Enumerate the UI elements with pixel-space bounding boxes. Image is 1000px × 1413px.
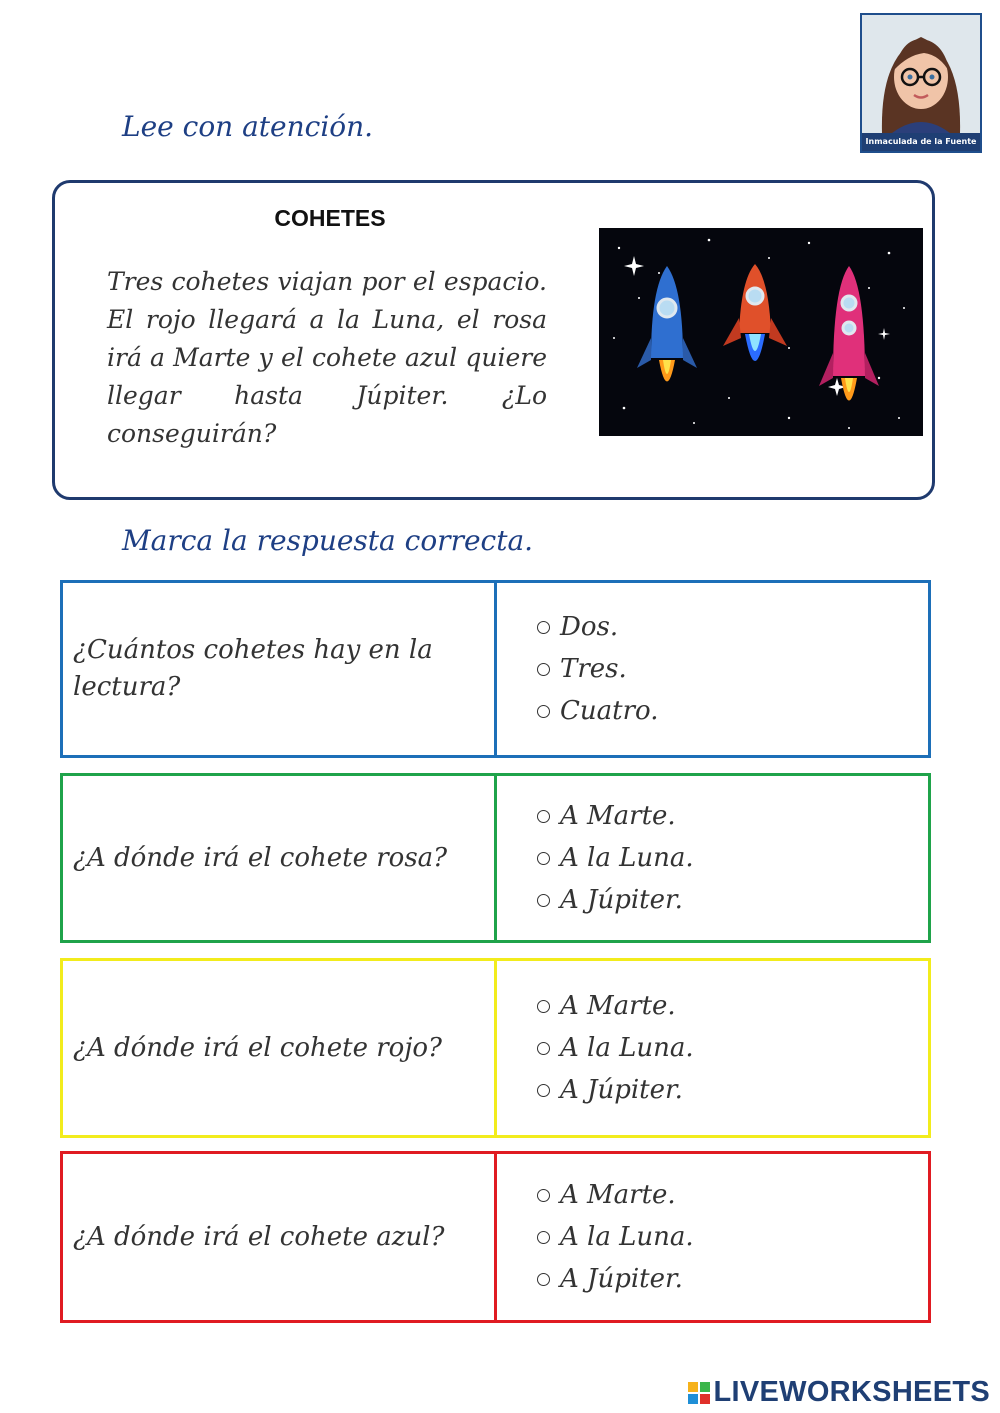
brand-name: LIVEWORKSHEETS xyxy=(713,1376,990,1408)
option-label: A la Luna. xyxy=(560,843,694,873)
question-row-3 xyxy=(60,958,931,1138)
instruction-mark: Marca la respuesta correcta. xyxy=(122,524,534,557)
answer-option[interactable] xyxy=(537,1027,928,1069)
answer-option[interactable] xyxy=(537,606,928,648)
radio-circle-icon[interactable] xyxy=(537,1189,550,1202)
radio-circle-icon[interactable] xyxy=(537,852,550,865)
option-label: A la Luna. xyxy=(560,1222,694,1252)
question-text: ¿A dónde irá el cohete rojo? xyxy=(63,961,497,1135)
radio-circle-icon[interactable] xyxy=(537,1084,550,1097)
option-label: A Marte. xyxy=(560,991,676,1021)
question-row-4 xyxy=(60,1151,931,1323)
reading-text: Tres cohetes viajan por el espacio. El rojo llegará a la Luna, el rosa irá a Marte y el cohete azul quiere llegar hasta Júpiter. ¿Lo conseguirán? xyxy=(107,267,547,448)
radio-circle-icon[interactable] xyxy=(537,621,550,634)
answer-option[interactable] xyxy=(537,690,928,732)
radio-circle-icon[interactable] xyxy=(537,705,550,718)
answer-option[interactable] xyxy=(537,648,928,690)
author-avatar xyxy=(860,13,982,153)
answer-option[interactable] xyxy=(537,795,928,837)
answer-options xyxy=(497,961,928,1135)
answer-option[interactable] xyxy=(537,879,928,921)
reading-box xyxy=(52,180,935,500)
answer-options xyxy=(497,1154,928,1320)
option-label: A Júpiter. xyxy=(560,1264,683,1294)
question-text: ¿Cuántos cohetes hay en la lectura? xyxy=(63,583,497,755)
avatar-caption: Inmaculada de la Fuente xyxy=(862,133,980,151)
answer-option[interactable] xyxy=(537,1174,928,1216)
radio-circle-icon[interactable] xyxy=(537,663,550,676)
answer-option[interactable] xyxy=(537,837,928,879)
option-label: A Marte. xyxy=(560,1180,676,1210)
liveworksheets-logo-icon xyxy=(688,1382,710,1404)
answer-options xyxy=(497,776,928,940)
question-row-2 xyxy=(60,773,931,943)
option-label: Tres. xyxy=(560,654,627,684)
radio-circle-icon[interactable] xyxy=(537,1000,550,1013)
answer-option[interactable] xyxy=(537,1216,928,1258)
reading-title: COHETES xyxy=(274,205,386,231)
option-label: A Marte. xyxy=(560,801,676,831)
option-label: A Júpiter. xyxy=(560,1075,683,1105)
answer-option[interactable] xyxy=(537,1258,928,1300)
question-row-1 xyxy=(60,580,931,758)
answer-option[interactable] xyxy=(537,1069,928,1111)
rockets-image xyxy=(599,228,923,436)
radio-circle-icon[interactable] xyxy=(537,810,550,823)
avatar-portrait-image xyxy=(862,15,980,133)
radio-circle-icon[interactable] xyxy=(537,1042,550,1055)
option-label: A Júpiter. xyxy=(560,885,683,915)
radio-circle-icon[interactable] xyxy=(537,894,550,907)
radio-circle-icon[interactable] xyxy=(537,1231,550,1244)
option-label: A la Luna. xyxy=(560,1033,694,1063)
question-text: ¿A dónde irá el cohete rosa? xyxy=(63,776,497,940)
question-text: ¿A dónde irá el cohete azul? xyxy=(63,1154,497,1320)
answer-options xyxy=(497,583,928,755)
instruction-read: Lee con atención. xyxy=(122,110,374,143)
answer-option[interactable] xyxy=(537,985,928,1027)
option-label: Cuatro. xyxy=(560,696,659,726)
option-label: Dos. xyxy=(560,612,619,642)
radio-circle-icon[interactable] xyxy=(537,1273,550,1286)
liveworksheets-brand xyxy=(688,1376,991,1409)
